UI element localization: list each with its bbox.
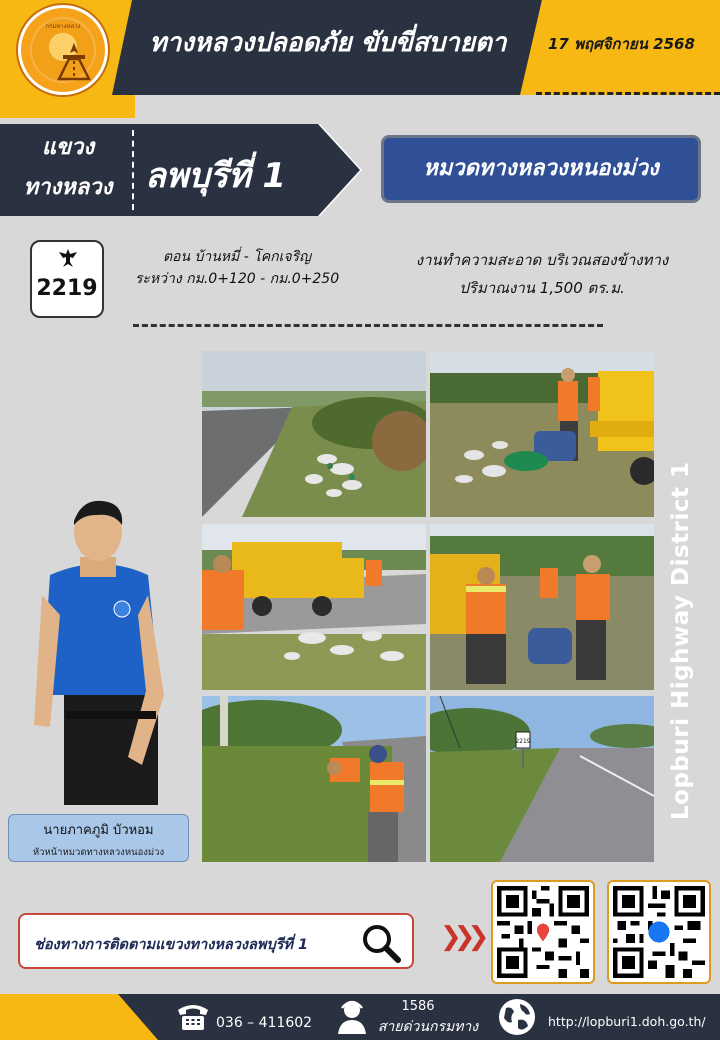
garuda-icon xyxy=(57,248,79,268)
person-name: นายภาคภูมิ บัวหอม xyxy=(43,823,154,838)
route-number: 2219 xyxy=(36,276,98,301)
district-name: ลพบุรีที่ 1 xyxy=(145,156,286,196)
photo-sign-label: 2219 xyxy=(515,738,531,745)
photo-road-cleaned xyxy=(430,696,654,862)
follow-channels-label: ช่องทางการติดตามแขวงทางหลวงลพบุรีที่ 1 xyxy=(34,937,309,953)
district-label-line1: แขวง xyxy=(41,135,95,160)
footer-hotline-number[interactable]: 1586 xyxy=(401,999,435,1014)
dh-logo-icon xyxy=(18,5,108,95)
route-range: ระหว่าง กม.0+120 - กม.0+250 xyxy=(134,271,340,287)
logo-inner xyxy=(30,17,96,83)
search-icon xyxy=(360,923,402,963)
person-photo xyxy=(30,495,170,815)
work-description: งานทำความสะอาด บริเวณสองข้างทาง xyxy=(415,251,669,269)
chevron-right-icon: ❯❯❯ xyxy=(440,922,482,952)
middle-dash-line xyxy=(133,324,603,327)
person-name-box xyxy=(8,814,189,862)
route-segment xyxy=(132,246,342,290)
logo-emblem xyxy=(55,41,93,81)
district-label xyxy=(4,128,132,208)
qr-code-icon xyxy=(613,886,705,978)
person-position: หัวหน้าหมวดทางหลวงหนองม่วง xyxy=(32,847,165,858)
work-info xyxy=(372,246,712,302)
header-title: ทางหลวงปลอดภัย ขับขี่สบายตา xyxy=(149,28,507,58)
footer-phone[interactable]: 036 – 411602 xyxy=(216,1015,313,1031)
header-dash-line xyxy=(536,92,720,95)
qr-code-icon xyxy=(497,886,589,978)
photo-workers-trash-truck xyxy=(430,351,654,517)
globe-icon xyxy=(498,998,536,1036)
qr-code-facebook[interactable] xyxy=(607,880,711,984)
section-name-box xyxy=(381,135,701,203)
district-label-line2: ทางหลวง xyxy=(23,175,113,200)
vertical-district-text: Lopburi Highway District 1 xyxy=(668,461,694,820)
photo-truck-roadside xyxy=(202,524,426,690)
photo-roadside-trash xyxy=(202,351,426,517)
work-quantity: ปริมาณงาน 1,500 ตร.ม. xyxy=(459,279,625,297)
footer-url[interactable]: http://lopburi1.doh.go.th/ xyxy=(548,1014,706,1029)
hotline-person-icon xyxy=(336,998,368,1036)
photo-workers-grass xyxy=(202,696,426,862)
follow-channels-box[interactable] xyxy=(18,913,414,969)
footer-hotline-label: สายด่วนกรมทาง xyxy=(377,1019,479,1035)
header-date: 17 พฤศจิกายน 2568 xyxy=(548,35,695,53)
section-name: หมวดทางหลวงหนองม่วง xyxy=(423,156,659,181)
phone-icon xyxy=(176,1002,210,1032)
route-segment-name: ตอน บ้านหมี่ - โคกเจริญ xyxy=(162,249,312,265)
photo-workers-bin xyxy=(430,524,654,690)
qr-code-maps[interactable] xyxy=(491,880,595,984)
logo-text: กรมทางหลวง xyxy=(45,23,81,30)
banner-divider xyxy=(132,130,134,210)
route-number-box xyxy=(30,240,104,318)
